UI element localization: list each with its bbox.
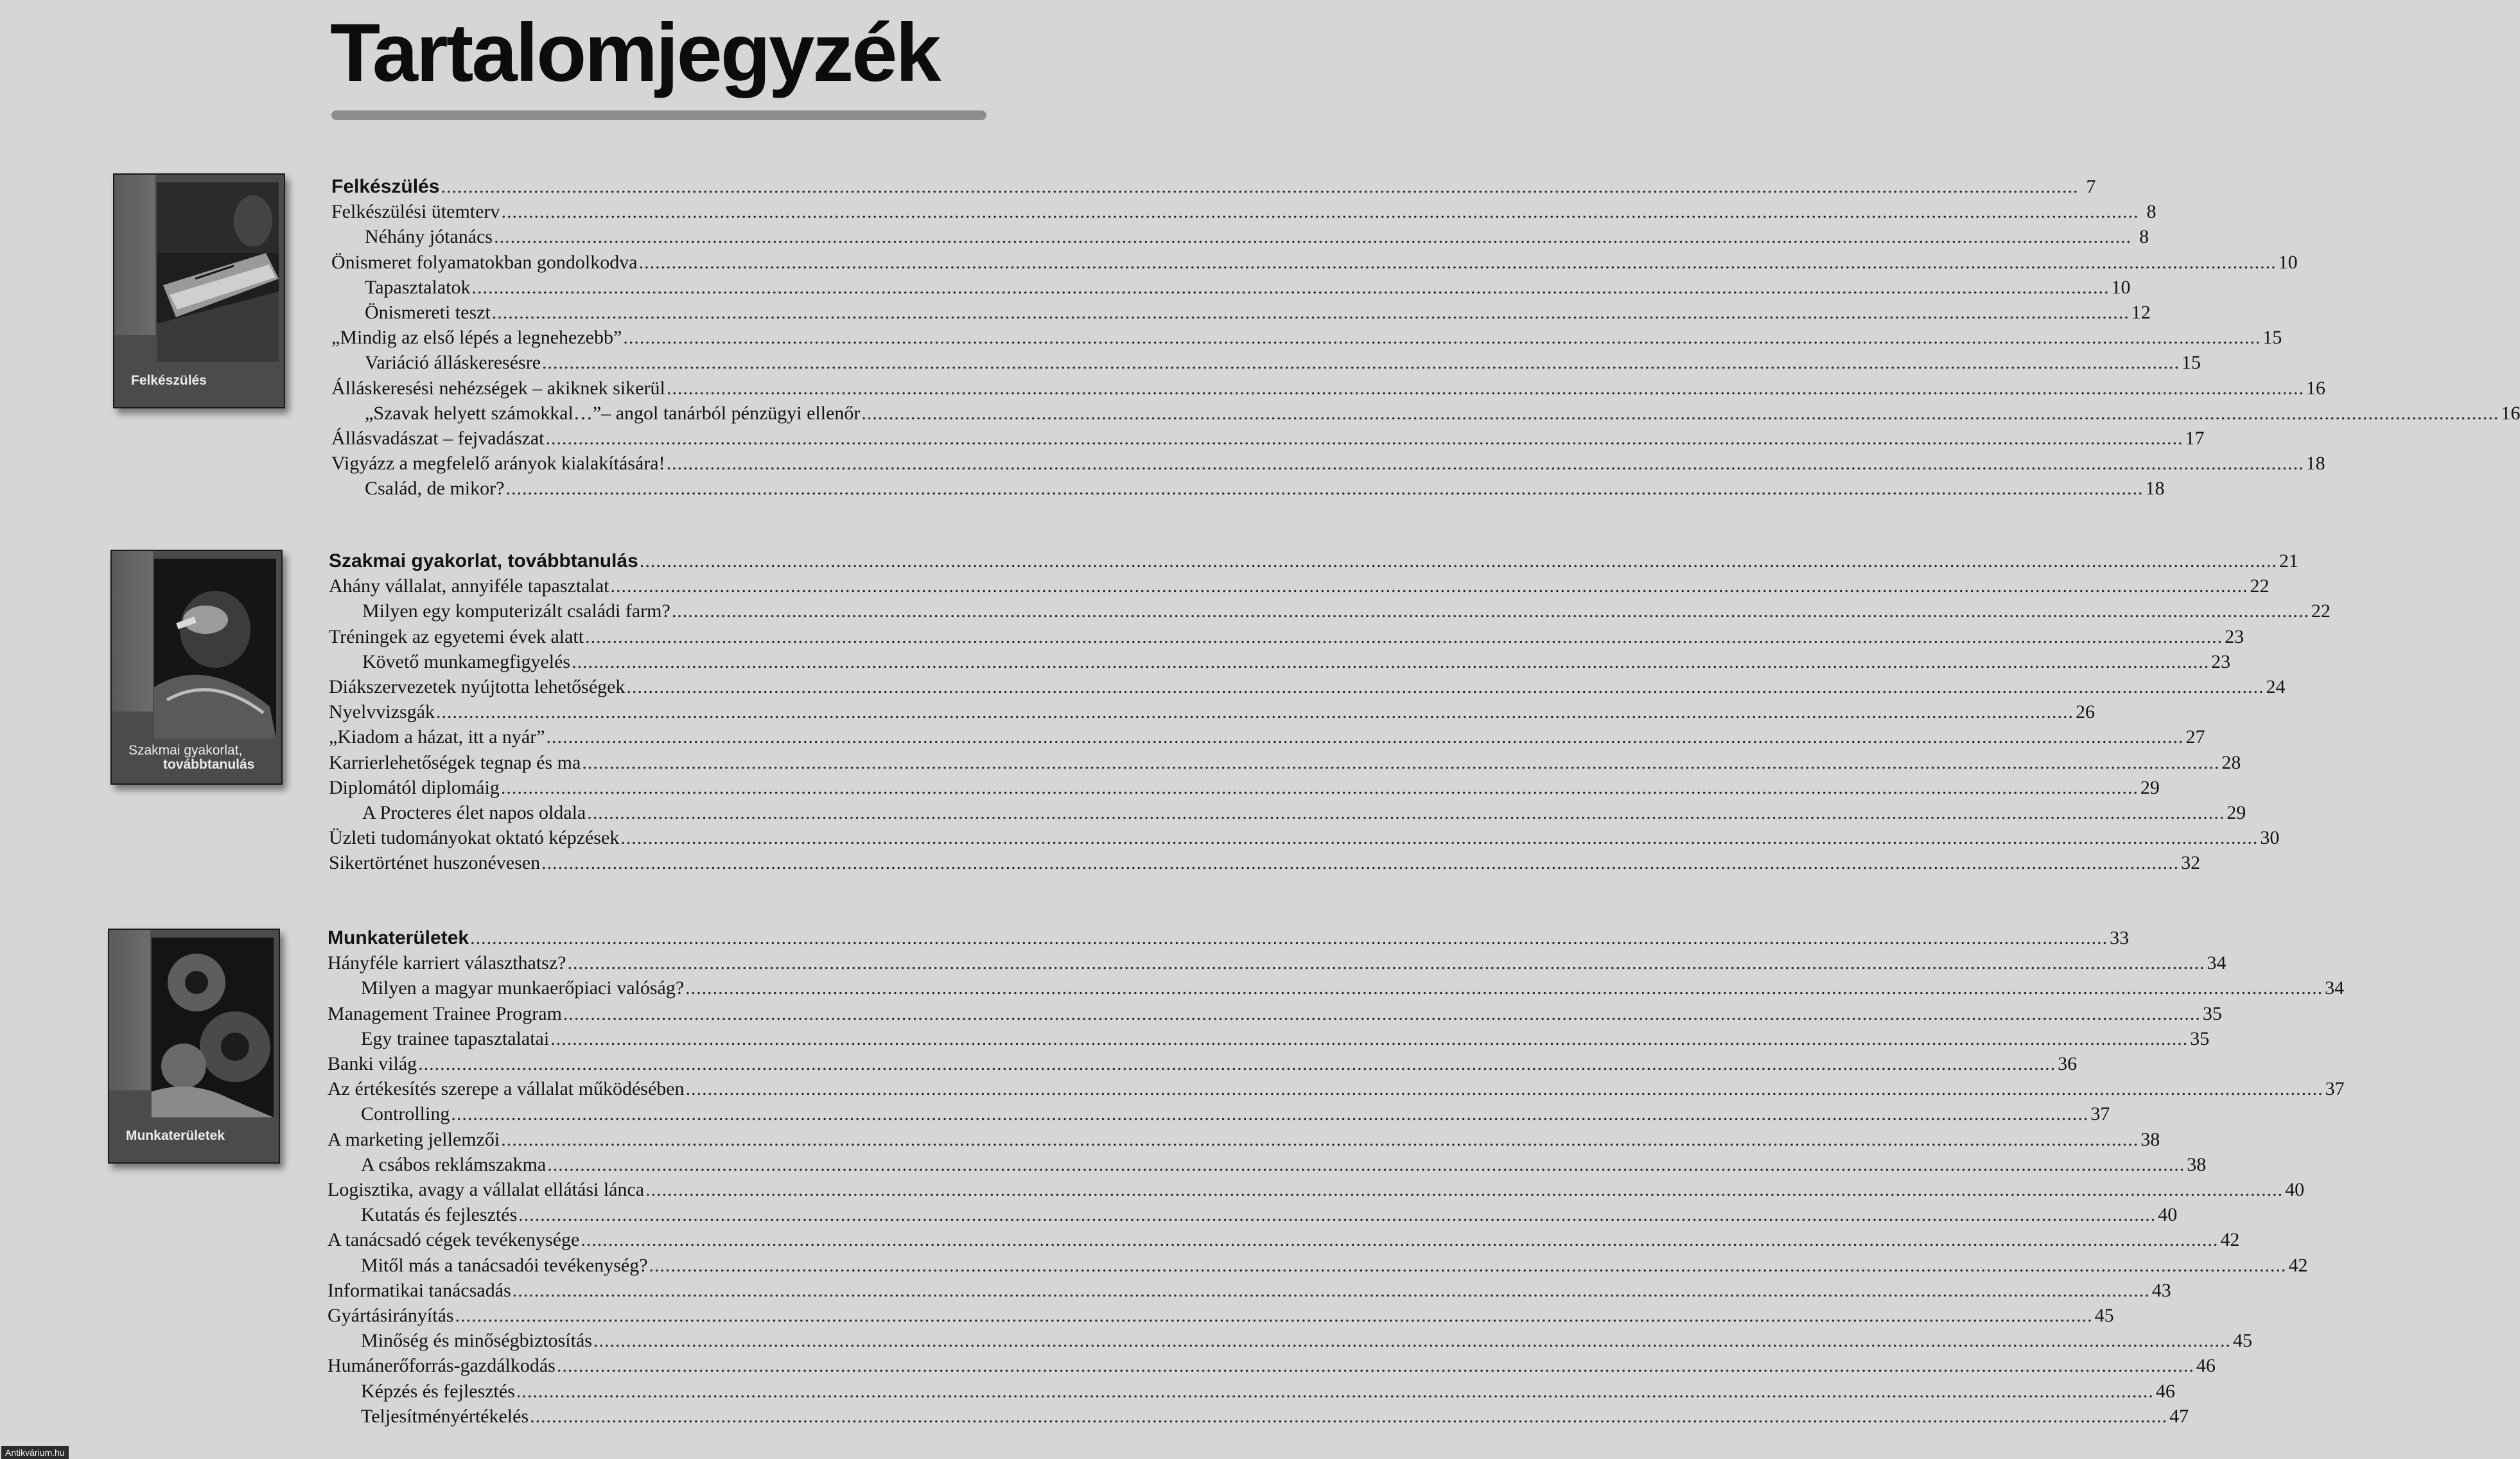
toc-page-number: 15 bbox=[2262, 327, 2282, 349]
toc-entry-title: Szakmai gyakorlat, továbbtanulás bbox=[329, 550, 638, 572]
thumbnail-photo-reader bbox=[154, 559, 276, 738]
toc-subentry bbox=[331, 300, 2151, 325]
toc-entry bbox=[328, 1051, 2078, 1076]
toc-entry-title: Milyen egy komputerizált családi farm? bbox=[362, 600, 670, 622]
toc-subentry bbox=[328, 1202, 2178, 1227]
toc-dot-leader: ............................................................................................................................................................................................................................................................................................................ bbox=[470, 927, 2108, 948]
toc-entry bbox=[329, 775, 2160, 800]
toc-entry-title: Mitől más a tanácsadói tevékenység? bbox=[361, 1254, 648, 1276]
toc-entry bbox=[329, 850, 2201, 875]
toc-dot-leader: ............................................................................................................................................................................................................................................................................................................ bbox=[435, 701, 2074, 723]
toc-page-number: 34 bbox=[2325, 977, 2345, 999]
toc-entry-title: A tanácsadó cégek tevékenysége bbox=[328, 1229, 580, 1251]
thumbnail-stripe bbox=[109, 930, 150, 1090]
toc-dot-leader: ............................................................................................................................................................................................................................................................................................................ bbox=[623, 327, 2261, 349]
toc-entry-title: Logisztika, avagy a vállalat ellátási lánca bbox=[328, 1179, 645, 1200]
toc-page-number: 36 bbox=[2058, 1053, 2078, 1074]
toc-page-number: 10 bbox=[2278, 251, 2298, 273]
toc-page-number: 26 bbox=[2075, 701, 2095, 723]
toc-page-number: 42 bbox=[2288, 1254, 2308, 1276]
toc-page-number: 45 bbox=[2232, 1330, 2252, 1352]
toc-entry bbox=[331, 376, 2325, 401]
toc-entry-title: Felkészülési ütemterv bbox=[331, 201, 500, 223]
thumbnail-caption bbox=[128, 744, 277, 772]
toc-page-number: 22 bbox=[2250, 575, 2270, 597]
toc-dot-leader: ............................................................................................................................................................................................................................................................................................................ bbox=[491, 302, 2130, 323]
toc-entry bbox=[329, 699, 2095, 724]
toc-entry bbox=[329, 724, 2205, 749]
toc-page-number: 35 bbox=[2190, 1027, 2210, 1049]
toc-page-number: 45 bbox=[2094, 1305, 2114, 1326]
toc-dot-leader: ............................................................................................................................................................................................................................................................................................................ bbox=[585, 625, 2223, 647]
toc-entry bbox=[331, 250, 2298, 275]
toc-page-number: 40 bbox=[2285, 1179, 2305, 1200]
toc-subentry bbox=[328, 1152, 2207, 1177]
toc-entry-title: Munkaterületek bbox=[328, 927, 469, 948]
toc-entry-title: A Procteres élet napos oldala bbox=[362, 802, 586, 823]
toc-dot-leader: ............................................................................................................................................................................................................................................................................................................ bbox=[581, 1229, 2219, 1251]
toc-entry-title: Diplomától diplomáig bbox=[329, 776, 500, 798]
toc-dot-leader: ............................................................................................................................................................................................................................................................................................................ bbox=[685, 1078, 2323, 1100]
toc-page-number: 30 bbox=[2260, 827, 2280, 849]
toc-entry-title: Család, de mikor? bbox=[365, 478, 505, 500]
toc-page-number: 47 bbox=[2169, 1405, 2189, 1427]
toc-dot-leader: ............................................................................................................................................................................................................................................................................................................ bbox=[546, 726, 2184, 748]
toc-dot-leader: ............................................................................................................................................................................................................................................................................................................ bbox=[610, 575, 2248, 597]
toc-entry-title: Követő munkamegfigyelés bbox=[362, 651, 571, 672]
toc-entry-title: A csábos reklámszakma bbox=[361, 1153, 547, 1175]
toc-entry bbox=[331, 451, 2325, 476]
toc-dot-leader: ............................................................................................................................................................................................................................................................................................................ bbox=[556, 1355, 2194, 1377]
toc-page-number: 34 bbox=[2207, 952, 2227, 974]
toc-entry-title: Karrierlehetőségek tegnap és ma bbox=[329, 751, 581, 773]
toc-page-number: 37 bbox=[2090, 1103, 2110, 1125]
toc-dot-leader: ............................................................................................................................................................................................................................................................................................................ bbox=[649, 1254, 2287, 1276]
toc-entry-title: Tréningek az egyetemi évek alatt bbox=[329, 625, 584, 647]
toc-subentry bbox=[329, 800, 2246, 825]
toc-dot-leader: ............................................................................................................................................................................................................................................................................................................ bbox=[645, 1179, 2284, 1200]
thumbnail-caption-line1: Szakmai gyakorlat, bbox=[128, 743, 243, 758]
toc-entry bbox=[331, 426, 2205, 451]
toc-page-number: 42 bbox=[2220, 1229, 2240, 1251]
toc-dot-leader: ............................................................................................................................................................................................................................................................................................................ bbox=[451, 1103, 2089, 1125]
toc-subentry bbox=[331, 401, 2520, 426]
toc-page-number: 18 bbox=[2145, 478, 2165, 500]
toc-entry-title: Banki világ bbox=[328, 1053, 417, 1074]
toc-section-heading bbox=[328, 925, 2130, 950]
toc-entry-title: Controlling bbox=[361, 1103, 450, 1125]
toc-dot-leader: ............................................................................................................................................................................................................................................................................................................ bbox=[666, 453, 2304, 475]
toc-page-number: 28 bbox=[2221, 751, 2241, 773]
toc-dot-leader: ............................................................................................................................................................................................................................................................................................................ bbox=[500, 776, 2139, 798]
toc-dot-leader: ............................................................................................................................................................................................................................................................................................................ bbox=[501, 1128, 2139, 1150]
toc-entry-title: Milyen a magyar munkaerőpiaci valóság? bbox=[361, 977, 685, 999]
toc-dot-leader: ............................................................................................................................................................................................................................................................................................................ bbox=[501, 201, 2139, 223]
toc-page-number: 16 bbox=[2306, 377, 2325, 399]
page-title: Tartalomjegyzék bbox=[330, 7, 940, 99]
toc-entry bbox=[328, 1177, 2305, 1202]
toc-dot-leader: ............................................................................................................................................................................................................................................................................................................ bbox=[861, 402, 2499, 424]
toc-entry bbox=[329, 750, 2241, 775]
toc-entry bbox=[328, 1227, 2240, 1252]
toc-page-number: 22 bbox=[2311, 600, 2331, 622]
toc-subentry bbox=[331, 350, 2201, 375]
toc-page-number: 8 bbox=[2146, 201, 2157, 223]
toc-entry-title: Vigyázz a megfelelő arányok kialakítására! bbox=[331, 453, 665, 475]
toc-entry bbox=[328, 1353, 2216, 1378]
toc-entry-title: Diákszervezetek nyújtotta lehetőségek bbox=[329, 676, 626, 697]
toc-entry bbox=[328, 950, 2227, 975]
toc-entry bbox=[328, 1278, 2171, 1303]
toc-dot-leader: ............................................................................................................................................................................................................................................................................................................ bbox=[593, 1330, 2231, 1352]
toc-dot-leader: ............................................................................................................................................................................................................................................................................................................ bbox=[455, 1305, 2093, 1326]
toc-entry bbox=[329, 624, 2244, 649]
thumbnail-photo-desk bbox=[157, 182, 279, 362]
section-thumbnail-felkeszules bbox=[113, 173, 285, 408]
toc-entry-title: Álláskeresési nehézségek – akiknek sikerül bbox=[331, 377, 665, 399]
toc-subentry bbox=[331, 275, 2131, 300]
toc-subentry bbox=[328, 1253, 2308, 1278]
toc-subentry bbox=[328, 1379, 2175, 1404]
toc-entry bbox=[328, 1303, 2114, 1328]
toc-page-number: 23 bbox=[2225, 625, 2244, 647]
toc-dot-leader: ............................................................................................................................................................................................................................................................................................................ bbox=[639, 550, 2277, 572]
toc-entry bbox=[329, 825, 2280, 850]
toc-dot-leader: ............................................................................................................................................................................................................................................................................................................ bbox=[471, 276, 2110, 298]
toc-subentry bbox=[329, 598, 2331, 624]
toc-page-number: 35 bbox=[2202, 1002, 2222, 1024]
toc-entry bbox=[328, 1001, 2222, 1026]
toc-page-number: 40 bbox=[2158, 1204, 2178, 1226]
toc-page-number: 43 bbox=[2151, 1279, 2171, 1301]
toc-entry bbox=[328, 1076, 2345, 1101]
toc-subentry bbox=[328, 1026, 2210, 1051]
toc-dot-leader: ............................................................................................................................................................................................................................................................................................................ bbox=[441, 176, 2079, 197]
toc-dot-leader: ............................................................................................................................................................................................................................................................................................................ bbox=[572, 651, 2210, 672]
toc-dot-leader: ............................................................................................................................................................................................................................................................................................................ bbox=[638, 251, 2277, 273]
toc-entry-title: Gyártásirányítás bbox=[328, 1305, 454, 1326]
thumbnail-photo-gears bbox=[152, 938, 274, 1117]
toc-entry-title: Felkészülés bbox=[331, 176, 440, 197]
toc-entry-title: Néhány jótanács bbox=[365, 226, 493, 248]
thumbnail-caption-line2: továbbtanulás bbox=[163, 757, 255, 772]
toc-entry-title: Teljesítményértékelés bbox=[361, 1405, 529, 1427]
toc-entry-title: Az értékesítés szerepe a vállalat működésében bbox=[328, 1078, 685, 1100]
toc-page-number: 7 bbox=[2086, 176, 2096, 197]
toc-entry-title: Hányféle karriert választhatsz? bbox=[328, 952, 566, 974]
toc-dot-leader: ............................................................................................................................................................................................................................................................................................................ bbox=[530, 1405, 2168, 1427]
toc-page-number: 38 bbox=[2140, 1128, 2160, 1150]
toc-subentry bbox=[328, 1404, 2189, 1429]
toc-entry-title: Management Trainee Program bbox=[328, 1002, 562, 1024]
toc-entry-title: Informatikai tanácsadás bbox=[328, 1279, 511, 1301]
toc-dot-leader: ............................................................................................................................................................................................................................................................................................................ bbox=[541, 852, 2180, 874]
toc-page-number: 21 bbox=[2279, 550, 2298, 572]
toc-page-number: 29 bbox=[2227, 802, 2246, 823]
thumbnail-caption: Felkészülés bbox=[131, 373, 207, 388]
toc-entry-title: Nyelvvizsgák bbox=[329, 701, 435, 723]
toc-dot-leader: ............................................................................................................................................................................................................................................................................................................ bbox=[550, 1027, 2189, 1049]
toc-entry-title: Sikertörténet huszonévesen bbox=[329, 852, 541, 874]
toc-dot-leader: ............................................................................................................................................................................................................................................................................................................ bbox=[512, 1279, 2150, 1301]
toc-dot-leader: ............................................................................................................................................................................................................................................................................................................ bbox=[671, 600, 2309, 622]
toc-dot-leader: ............................................................................................................................................................................................................................................................................................................ bbox=[505, 478, 2144, 500]
toc-subentry bbox=[328, 975, 2345, 1000]
toc-dot-leader: ............................................................................................................................................................................................................................................................................................................ bbox=[567, 952, 2205, 974]
toc-subentry bbox=[331, 476, 2165, 501]
toc-page-number: 24 bbox=[2266, 676, 2286, 697]
toc-entry-title: A marketing jellemzői bbox=[328, 1128, 500, 1150]
thumbnail-caption: Munkaterületek bbox=[126, 1128, 225, 1143]
toc-section-munkateruletek bbox=[328, 925, 2345, 1433]
toc-page-number: 15 bbox=[2182, 352, 2201, 374]
toc-entry bbox=[328, 1127, 2160, 1152]
toc-entry-title: „Kiadom a házat, itt a nyár” bbox=[329, 726, 545, 748]
toc-dot-leader: ............................................................................................................................................................................................................................................................................................................ bbox=[587, 802, 2225, 823]
toc-subentry bbox=[328, 1101, 2110, 1126]
toc-dot-leader: ............................................................................................................................................................................................................................................................................................................ bbox=[542, 352, 2180, 374]
toc-dot-leader: ............................................................................................................................................................................................................................................................................................................ bbox=[563, 1002, 2201, 1024]
toc-page-number: 17 bbox=[2185, 428, 2205, 449]
toc-dot-leader: ............................................................................................................................................................................................................................................................................................................ bbox=[518, 1204, 2157, 1226]
toc-section-szakmai-gyakorlat bbox=[329, 548, 2331, 876]
toc-subentry bbox=[331, 224, 2149, 249]
toc-page-number: 27 bbox=[2185, 726, 2205, 748]
toc-entry bbox=[329, 674, 2286, 699]
title-rule bbox=[331, 110, 986, 120]
toc-section-heading bbox=[329, 548, 2298, 573]
toc-section-heading bbox=[331, 174, 2096, 199]
toc-entry-title: Ahány vállalat, annyiféle tapasztalat bbox=[329, 575, 609, 597]
toc-entry-title: Állásvadászat – fejvadászat bbox=[331, 428, 545, 449]
toc-entry-title: „Szavak helyett számokkal…”– angol tanárból pénzügyi ellenőr bbox=[365, 402, 861, 424]
toc-dot-leader: ............................................................................................................................................................................................................................................................................................................ bbox=[547, 1153, 2185, 1175]
toc-dot-leader: ............................................................................................................................................................................................................................................................................................................ bbox=[516, 1380, 2154, 1402]
toc-page-number: 12 bbox=[2131, 302, 2151, 323]
toc-entry-title: Kutatás és fejlesztés bbox=[361, 1204, 518, 1226]
toc-entry-title: Minőség és minőségbiztosítás bbox=[361, 1330, 592, 1352]
thumbnail-stripe bbox=[114, 175, 155, 335]
toc-page-number: 18 bbox=[2306, 453, 2325, 475]
toc-dot-leader: ............................................................................................................................................................................................................................................................................................................ bbox=[545, 428, 2183, 449]
toc-entry-title: Képzés és fejlesztés bbox=[361, 1380, 515, 1402]
toc-dot-leader: ............................................................................................................................................................................................................................................................................................................ bbox=[494, 226, 2132, 248]
toc-entry bbox=[331, 325, 2282, 350]
toc-page-number: 8 bbox=[2139, 226, 2149, 248]
toc-dot-leader: ............................................................................................................................................................................................................................................................................................................ bbox=[620, 827, 2259, 849]
toc-subentry bbox=[329, 649, 2231, 674]
toc-page-number: 38 bbox=[2187, 1153, 2207, 1175]
toc-dot-leader: ............................................................................................................................................................................................................................................................................................................ bbox=[582, 751, 2220, 773]
toc-dot-leader: ............................................................................................................................................................................................................................................................................................................ bbox=[685, 977, 2323, 999]
toc-entry-title: Humánerőforrás-gazdálkodás bbox=[328, 1355, 556, 1377]
toc-entry bbox=[331, 199, 2157, 224]
toc-entry-title: Önismereti teszt bbox=[365, 302, 491, 323]
toc-section-felkeszules bbox=[331, 174, 2520, 502]
toc-page-number: 33 bbox=[2110, 927, 2130, 948]
toc-dot-leader: ............................................................................................................................................................................................................................................................................................................ bbox=[418, 1053, 2056, 1074]
toc-dot-leader: ............................................................................................................................................................................................................................................................................................................ bbox=[626, 676, 2264, 697]
section-thumbnail-munkateruletek bbox=[108, 929, 280, 1164]
toc-page-number: 16 bbox=[2501, 402, 2520, 424]
toc-page-number: 37 bbox=[2325, 1078, 2345, 1100]
toc-page-number: 23 bbox=[2211, 651, 2231, 672]
toc-entry bbox=[329, 573, 2270, 598]
toc-page-number: 46 bbox=[2155, 1380, 2175, 1402]
toc-page-number: 46 bbox=[2196, 1355, 2216, 1377]
toc-page-number: 32 bbox=[2181, 852, 2201, 874]
watermark: Antikvárium.hu bbox=[1, 1446, 69, 1459]
toc-entry-title: Üzleti tudományokat oktató képzések bbox=[329, 827, 620, 849]
toc-dot-leader: ............................................................................................................................................................................................................................................................................................................ bbox=[666, 377, 2304, 399]
toc-entry-title: Önismeret folyamatokban gondolkodva bbox=[331, 251, 638, 273]
toc-entry-title: Egy trainee tapasztalatai bbox=[361, 1027, 550, 1049]
toc-entry-title: Tapasztalatok bbox=[365, 276, 471, 298]
toc-page-number: 29 bbox=[2140, 776, 2160, 798]
toc-entry-title: „Mindig az első lépés a legnehezebb” bbox=[331, 327, 622, 349]
toc-subentry bbox=[328, 1328, 2252, 1353]
toc-entry-title: Variáció álláskeresésre bbox=[365, 352, 541, 374]
section-thumbnail-szakmai-gyakorlat bbox=[110, 550, 283, 785]
toc-page-number: 10 bbox=[2111, 276, 2131, 298]
thumbnail-stripe bbox=[112, 551, 153, 712]
